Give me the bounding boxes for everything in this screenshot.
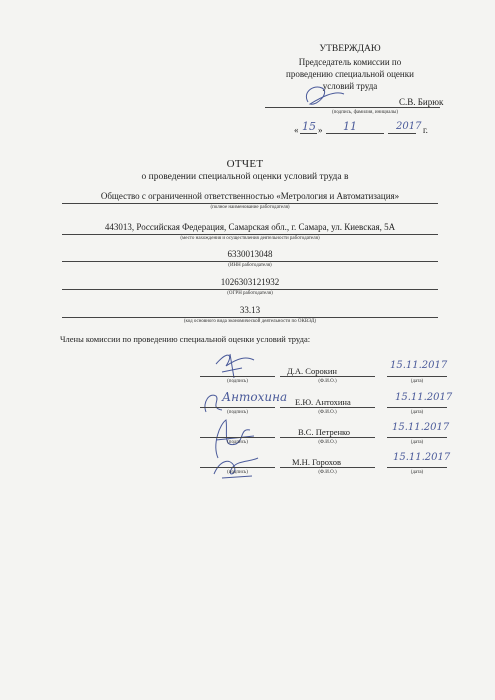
employer-inn-caption: (ИНН работодателя) xyxy=(228,263,272,268)
employer-inn-line xyxy=(62,261,438,262)
approval-year-line xyxy=(388,133,416,134)
member-name: Д.А. Сорокин xyxy=(287,366,337,376)
approval-month-line xyxy=(326,133,384,134)
employer-okved-line xyxy=(62,317,438,318)
employer-ogrn-caption: (ОГРН работодателя) xyxy=(227,291,273,296)
approval-date-year: 2017 xyxy=(396,121,422,132)
member-name-caption: (Ф.И.О.) xyxy=(318,410,337,415)
approval-heading: УТВЕРЖДАЮ xyxy=(319,44,381,54)
member-date-line xyxy=(387,437,447,438)
member-name-caption: (Ф.И.О.) xyxy=(318,440,337,445)
approval-date-quote-open: « xyxy=(294,125,299,135)
member-date-line xyxy=(387,407,447,408)
employer-okved: 33.13 xyxy=(239,305,261,315)
approval-position-line3: условий труда xyxy=(322,81,378,91)
member-name-line xyxy=(280,407,375,408)
approval-signer-name: С.В. Бирюк xyxy=(399,97,444,107)
member-name-caption: (Ф.И.О.) xyxy=(318,379,337,384)
report-subtitle: о проведении специальной оценки условий труда в xyxy=(141,172,349,182)
approval-signature-caption: (подпись, фамилия, инициалы) xyxy=(331,110,399,115)
member-name-caption: (Ф.И.О.) xyxy=(318,470,337,475)
employer-name-caption: (полное наименование работодателя) xyxy=(210,205,290,210)
employer-address: 443013, Российская Федерация, Самарская обл., г. Самара, ул. Киевская, 5А xyxy=(104,222,396,232)
member-sign-line xyxy=(200,376,275,377)
member-name: В.С. Петренко xyxy=(298,427,350,437)
member-signature: Антохина xyxy=(222,390,288,404)
approval-day-line xyxy=(300,133,317,134)
member-date: 15.11.2017 xyxy=(395,392,453,403)
employer-ogrn-line xyxy=(62,289,438,290)
member-date-caption: (дата) xyxy=(410,440,424,445)
employer-address-line xyxy=(62,234,438,235)
approval-date-quote-close: » xyxy=(318,125,323,135)
member-name-line xyxy=(280,437,375,438)
member-date: 15.11.2017 xyxy=(393,452,451,463)
employer-okved-caption: (код основного вида экономической деятельности по ОКВЭД) xyxy=(183,319,317,324)
approval-date-month: 11 xyxy=(343,120,357,133)
member-date-caption: (дата) xyxy=(410,470,424,475)
member-date: 15.11.2017 xyxy=(390,360,448,371)
member-name-line xyxy=(280,376,375,377)
member-date-line xyxy=(387,467,447,468)
commission-heading: Члены комиссии по проведению специальной оценки условий труда: xyxy=(60,334,311,344)
approval-date-suffix: г. xyxy=(423,125,428,135)
member-sign-line xyxy=(200,407,275,408)
approval-date-day: 15 xyxy=(302,120,316,133)
approval-signature-line xyxy=(265,107,440,108)
approval-position-line1: Председатель комиссии по xyxy=(298,57,402,67)
report-title: ОТЧЕТ xyxy=(226,158,264,170)
member-date-caption: (дата) xyxy=(410,379,424,384)
member-sign-line xyxy=(200,437,275,438)
employer-inn: 6330013048 xyxy=(227,249,273,259)
member-sign-caption: (подпись) xyxy=(227,379,248,384)
member-date: 15.11.2017 xyxy=(392,422,450,433)
member-sign-caption: (подпись) xyxy=(227,470,248,475)
member-date-line xyxy=(387,376,447,377)
member-date-caption: (дата) xyxy=(410,410,424,415)
employer-ogrn: 1026303121932 xyxy=(220,277,280,287)
member-sign-line xyxy=(200,467,275,468)
member-name: Е.Ю. Антохина xyxy=(295,397,351,407)
member-sign-caption: (подпись) xyxy=(227,410,248,415)
member-name-line xyxy=(280,467,375,468)
approval-position-line2: проведению специальной оценки xyxy=(286,69,414,79)
employer-name-line xyxy=(62,203,438,204)
employer-name: Общество с ограниченной ответственностью «Метрология и Автоматизация» xyxy=(100,191,400,201)
member-name: М.Н. Горохов xyxy=(292,457,341,467)
member-sign-caption: (подпись) xyxy=(227,440,248,445)
employer-address-caption: (место нахождения и осуществления деятельности работодателя) xyxy=(180,236,320,241)
